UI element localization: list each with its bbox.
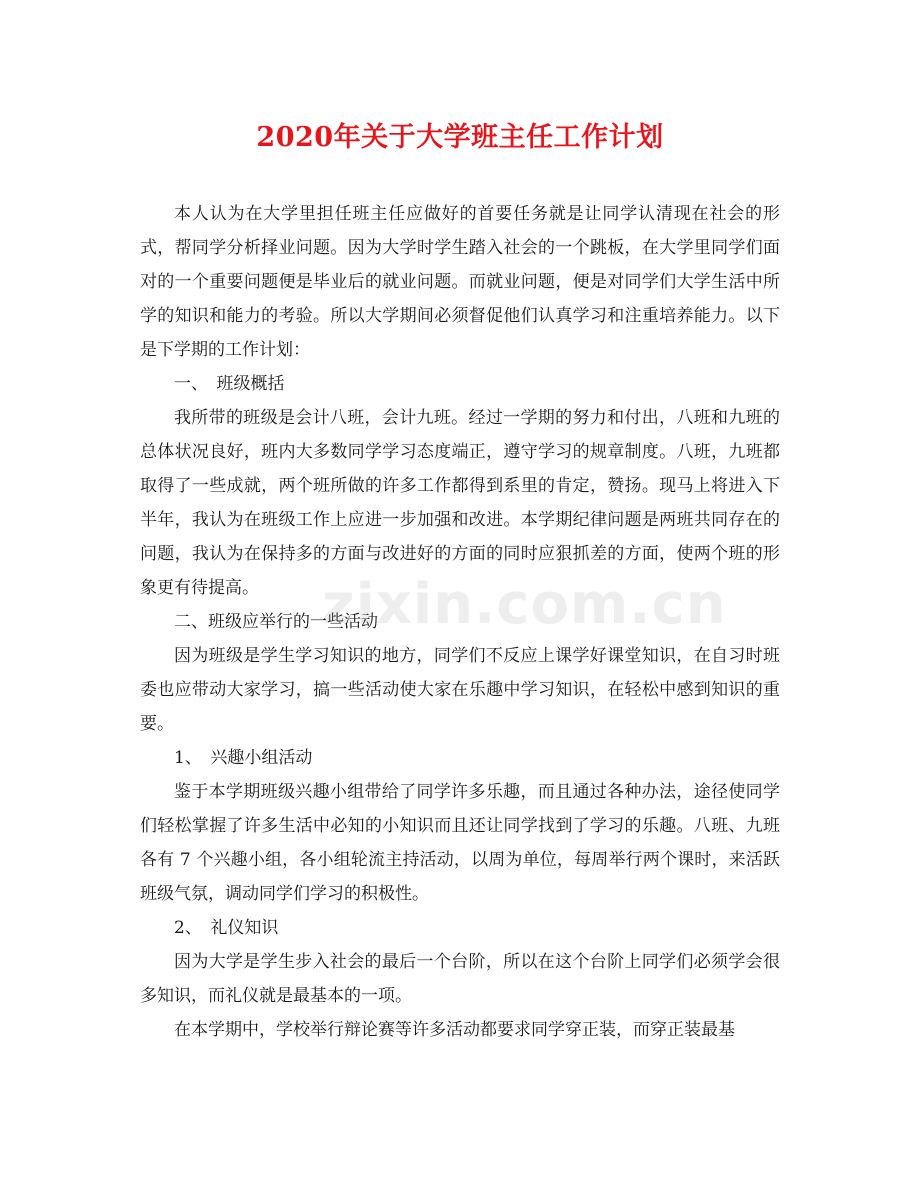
section-heading: 一、 班级概括 [174, 374, 285, 394]
paragraph: 鉴于本学期班级兴趣小组带给了同学许多乐趣，而且通过各种办法，途径使同学们轻松掌握了许多生活中必知的小知识而且还让同学找到了学习的乐趣。八班、九班各有 7 个兴趣小组，各小组轮流主持活动，以周为单位，每周举行两个课时，来活跃班级气氛，调动同学们学习的积极性。 [140, 782, 780, 904]
section-heading: 1、 兴趣小组活动 [174, 748, 313, 768]
section-heading: 2、 礼仪知识 [174, 918, 279, 938]
watermark-text: zixin.com.cn [322, 572, 727, 637]
paragraph: 在本学期中，学校举行辩论赛等许多活动都要求同学穿正装，而穿正装最基 [174, 1020, 735, 1040]
document-title: 2020年关于大学班主任工作计划 [256, 122, 664, 153]
paragraph: 本人认为在大学里担任班主任应做好的首要任务就是让同学认清现在社会的形式，帮同学分析择业问题。因为大学时学生踏入社会的一个跳板，在大学里同学们面对的一个重要问题便是毕业后的就业问题。而就业问题，便是对同学们大学生活中所学的知识和能力的考验。所以大学期间必须督促他们认真学习和注重培养能力。以下是下学期的工作计划： [140, 204, 780, 360]
paragraph: 我所带的班级是会计八班，会计九班。经过一学期的努力和付出，八班和九班的总体状况良好，班内大多数同学学习态度端正，遵守学习的规章制度。八班，九班都取得了一些成就，两个班所做的许多工作都得到系里的肯定，赞扬。现马上将进入下半年，我认为在班级工作上应进一步加强和改进。本学期纪律问题是两班共同存在的问题，我认为在保持多的方面与改进好的方面的同时应狠抓差的方面，使两个班的形象更有待提高。 [140, 408, 780, 598]
section-heading: 二、班级应举行的一些活动 [174, 612, 378, 632]
document-body [140, 197, 780, 1047]
paragraph: 因为大学是学生步入社会的最后一个台阶，所以在这个台阶上同学们必须学会很多知识，而礼仪就是最基本的一项。 [140, 952, 780, 1006]
paragraph: 因为班级是学生学习知识的地方，同学们不反应上课学好课堂知识，在自习时班委也应带动大家学习，搞一些活动使大家在乐趣中学习知识，在轻松中感到知识的重要。 [140, 646, 780, 734]
